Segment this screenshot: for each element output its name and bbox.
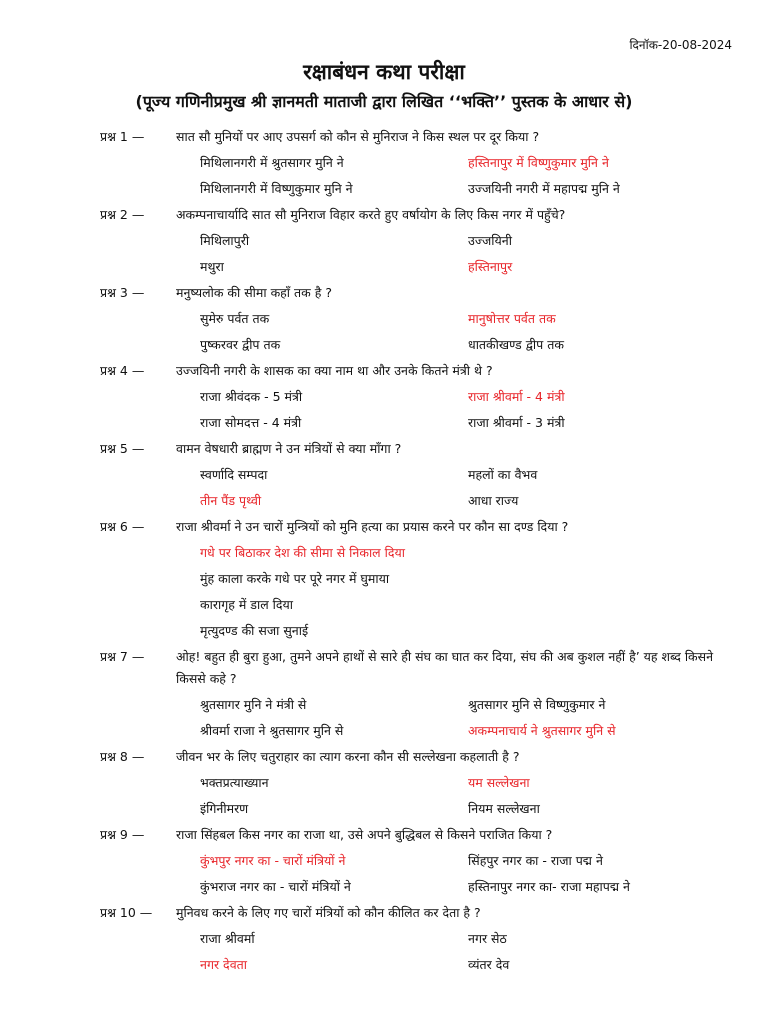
question-block — [100, 822, 740, 900]
question-line — [100, 280, 740, 306]
question-line — [100, 358, 740, 384]
answer-option-correct: हस्तिनापुर में विष्णुकुमार मुनि ने — [468, 155, 609, 170]
question-text: राजा श्रीवर्मा ने उन चारों मुन्त्रियों को मुनि हत्या का प्रयास करने पर कौन सा दण्ड दिया ? — [176, 519, 569, 534]
question-line — [100, 900, 740, 926]
question-line — [100, 514, 740, 540]
question-line — [100, 744, 740, 770]
question-text: सात सौ मुनियों पर आए उपसर्ग को कौन से मुनिराज ने किस स्थल पर दूर किया ? — [176, 129, 540, 144]
question-block — [100, 436, 740, 514]
answer-option: सिंहपुर नगर का - राजा पद्म ने — [468, 853, 603, 868]
answer-option: कुंभराज नगर का - चारों मंत्रियों ने — [200, 879, 351, 894]
question-block — [100, 900, 740, 978]
question-number: प्रश्न 10 — — [100, 905, 153, 920]
question-text: जीवन भर के लिए चतुराहार का त्याग करना कौन सी सल्लेखना कहलाती है ? — [176, 749, 520, 764]
answer-option: श्रुतसागर मुनि से विष्णुकुमार ने — [468, 697, 606, 712]
answer-option: मिथिलानगरी में विष्णुकुमार मुनि ने — [200, 181, 353, 196]
question-list — [100, 124, 740, 978]
question-number: प्रश्न 6 — — [100, 519, 145, 534]
question-block — [100, 744, 740, 822]
answer-options — [200, 926, 740, 978]
question-block — [100, 514, 740, 644]
answer-option: नियम सल्लेखना — [468, 801, 540, 816]
answer-option: मिथिलानगरी में श्रुतसागर मुनि ने — [200, 155, 344, 170]
question-line — [100, 202, 740, 228]
question-number: प्रश्न 7 — — [100, 649, 145, 664]
answer-options — [200, 462, 740, 514]
question-text: मनुष्यलोक की सीमा कहाँ तक है ? — [176, 285, 332, 300]
answer-option: इंगिनीमरण — [200, 801, 249, 816]
answer-option-correct: नगर देवता — [200, 957, 248, 972]
answer-option: उज्जयिनी — [468, 233, 512, 248]
answer-options — [200, 150, 740, 202]
answer-option: पुष्करवर द्वीप तक — [200, 337, 281, 352]
answer-option-correct: मानुषोत्तर पर्वत तक — [468, 311, 556, 326]
answer-option: धातकीखण्ड द्वीप तक — [468, 337, 564, 352]
answer-option-correct: कुंभपुर नगर का - चारों मंत्रियों ने — [200, 853, 346, 868]
answer-option-correct: अकम्पनाचार्य ने श्रुतसागर मुनि से — [468, 723, 616, 738]
answer-options — [200, 770, 740, 822]
question-number: प्रश्न 4 — — [100, 363, 145, 378]
question-line — [100, 644, 740, 692]
answer-option: श्रुतसागर मुनि ने मंत्री से — [200, 697, 307, 712]
answer-option: राजा सोमदत्त - 4 मंत्री — [200, 415, 302, 430]
question-block — [100, 124, 740, 202]
question-line — [100, 822, 740, 848]
question-number: प्रश्न 9 — — [100, 827, 145, 842]
question-number: प्रश्न 1 — — [100, 129, 145, 144]
answer-option-correct: गधे पर बिठाकर देश की सीमा से निकाल दिया — [200, 545, 405, 560]
answer-option: श्रीवर्मा राजा ने श्रुतसागर मुनि से — [200, 723, 344, 738]
exam-date: दिनॉक-20-08-2024 — [629, 38, 732, 52]
answer-options — [200, 384, 740, 436]
page-title: रक्षाबंधन कथा परीक्षा — [303, 60, 465, 84]
answer-option: कारागृह में डाल दिया — [200, 597, 294, 612]
answer-options — [200, 228, 740, 280]
question-text: उज्जयिनी नगरी के शासक का क्या नाम था और उनके कितने मंत्री थे ? — [176, 363, 493, 378]
answer-option: राजा श्रीवर्मा - 3 मंत्री — [468, 415, 565, 430]
answer-option: उज्जयिनी नगरी में महापद्म मुनि ने — [468, 181, 620, 196]
answer-options — [200, 848, 740, 900]
question-line — [100, 436, 740, 462]
answer-option: मुंह काला करके गधे पर पूरे नगर में घुमाया — [200, 571, 390, 586]
question-block — [100, 280, 740, 358]
answer-option-correct: तीन पैंड पृथ्वी — [200, 493, 262, 508]
answer-option: हस्तिनापुर नगर का- राजा महापद्म ने — [468, 879, 630, 894]
answer-options — [200, 306, 740, 358]
answer-option: व्यंतर देव — [468, 957, 510, 972]
question-number: प्रश्न 5 — — [100, 441, 145, 456]
question-number: प्रश्न 2 — — [100, 207, 145, 222]
question-line — [100, 124, 740, 150]
answer-option: महलों का वैभव — [468, 467, 538, 482]
answer-option: भक्तप्रत्याख्यान — [200, 775, 269, 790]
answer-options — [200, 540, 740, 644]
answer-option: मिथिलापुरी — [200, 233, 250, 248]
question-text: राजा सिंहबल किस नगर का राजा था, उसे अपने बुद्धिबल से किसने पराजित किया ? — [176, 827, 553, 842]
answer-option: मथुरा — [200, 259, 224, 274]
answer-option: नगर सेठ — [468, 931, 507, 946]
question-text: वामन वेषधारी ब्राह्मण ने उन मंत्रियों से क्या माँगा ? — [176, 441, 402, 456]
answer-option-correct: राजा श्रीवर्मा - 4 मंत्री — [468, 389, 565, 404]
question-block — [100, 202, 740, 280]
answer-option-correct: यम सल्लेखना — [468, 775, 530, 790]
question-number: प्रश्न 8 — — [100, 749, 145, 764]
question-block — [100, 644, 740, 744]
page-subtitle: (पूज्य गणिनीप्रमुख श्री ज्ञानमती माताजी द्वारा लिखित ‘‘भक्ति’’ पुस्तक के आधार से) — [135, 92, 633, 111]
question-text: मुनिवध करने के लिए गए चारों मंत्रियों को कौन कीलित कर देता है ? — [176, 905, 481, 920]
answer-option: स्वर्णादि सम्पदा — [200, 467, 268, 482]
question-text: अकम्पनाचार्यादि सात सौ मुनिराज विहार करते हुए वर्षायोग के लिए किस नगर में पहुँचे? — [176, 207, 566, 222]
question-block — [100, 358, 740, 436]
answer-option: सुमेरु पर्वत तक — [200, 311, 270, 326]
answer-options — [200, 692, 740, 744]
answer-option: मृत्युदण्ड की सजा सुनाई — [200, 623, 309, 638]
answer-option-correct: हस्तिनापुर — [468, 259, 513, 274]
answer-option: राजा श्रीवंदक - 5 मंत्री — [200, 389, 303, 404]
question-number: प्रश्न 3 — — [100, 285, 145, 300]
question-text: ओह! बहुत ही बुरा हुआ, तुमने अपने हाथों से सारे ही संघ का घात कर दिया, संघ की अब कुशल नहीं है’ यह शब्द किसने किससे कहे ? — [176, 649, 714, 686]
answer-option: राजा श्रीवर्मा — [200, 931, 255, 946]
answer-option: आधा राज्य — [468, 493, 519, 508]
